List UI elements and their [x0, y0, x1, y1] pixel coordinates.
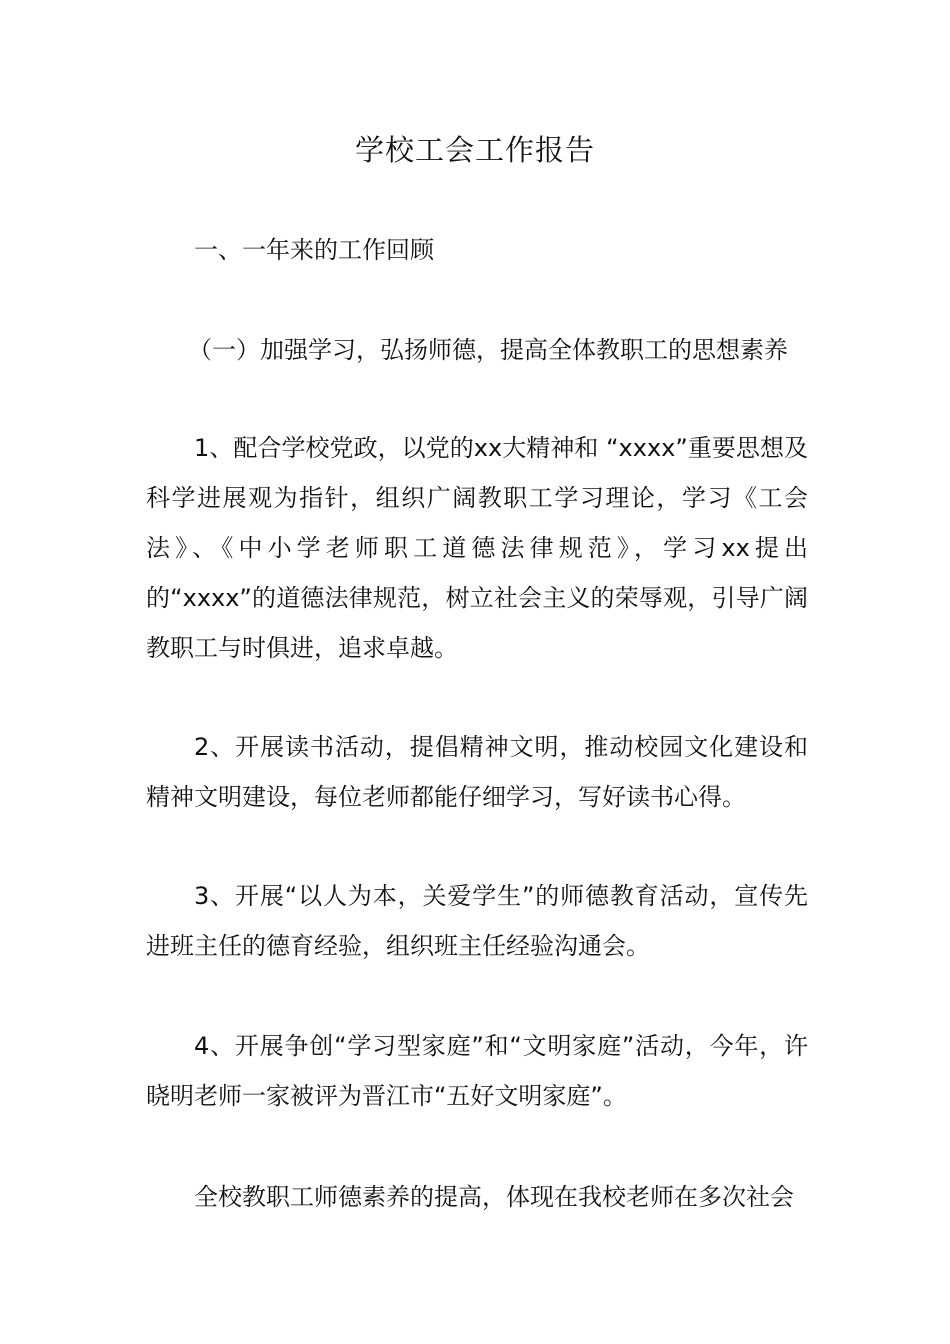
document-title: 学校工会工作报告 — [354, 133, 595, 167]
paragraph: 2、开展读书活动，提倡精神文明，推动校园文化建设和精神文明建设，每位老师都能仔细学习，写好读书心得。 — [146, 733, 808, 811]
subsection-heading: （一）加强学习，弘扬师德，提高全体教职工的思想素养 — [188, 336, 788, 364]
paragraph: 1、配合学校党政，以党的xx大精神和 “xxxx”重要思想及科学进展观为指针，组织广阔教职工学习理论，学习《工会法》、《中小学老师职工道德法律规范》，学习xx提出的“xxxx”的道德法律规范，树立社会主义的荣辱观，引导广阔教职工与时俱进，追求卓越。 — [146, 434, 808, 662]
paragraph: 4、开展争创“学习型家庭”和“文明家庭”活动，今年，许晓明老师一家被评为晋江市“五好文明家庭”。 — [146, 1032, 808, 1110]
section-heading-text: 一、一年来的工作回顾 — [194, 236, 434, 264]
paragraph: 3、开展“以人为本，关爱学生”的师德教育活动，宣传先进班主任的德育经验，组织班主任经验沟通会。 — [146, 882, 808, 960]
section-heading — [146, 225, 808, 275]
paragraph: 全校教职工师德素养的提高，体现在我校老师在多次社会 — [194, 1183, 794, 1211]
